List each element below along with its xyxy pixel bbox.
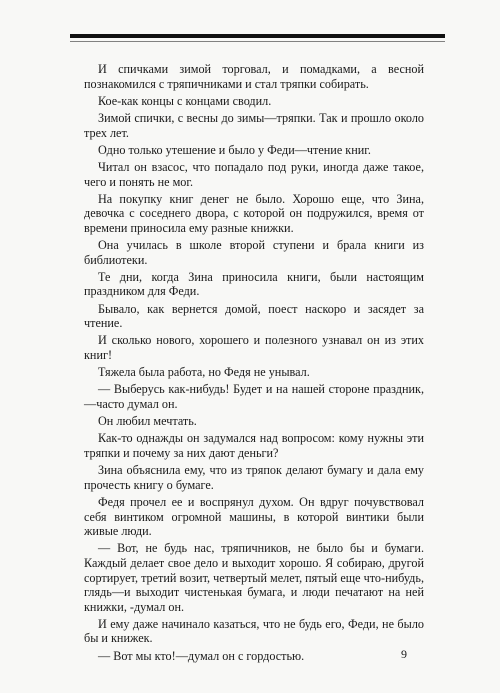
page-number: 9: [401, 647, 407, 661]
paragraph: Те дни, когда Зина приносила книги, были настоящим праздником для Феди.: [84, 269, 424, 299]
paragraph: Кое-как концы с концами сводил.: [98, 93, 272, 108]
header-rule-thin: [70, 41, 445, 42]
paragraph: На покупку книг денег не было. Хорошо еще, что Зина, девочка с соседнего двора, с которой он подружился, время от времени приносила ему разные книжки.: [84, 191, 424, 235]
paragraph: Тяжела была работа, но Федя не унывал.: [98, 365, 310, 380]
paragraph: И сколько нового, хорошего и полезного узнавал он из этих книг!: [84, 333, 424, 363]
paragraph: Как-то однажды он задумался над вопросом: кому нужны эти тряпки и почему за них дают деньги?: [84, 431, 424, 460]
paragraph: И спичками зимой торговал, и помадками, а весной познакомился с тряпичниками и стал тряпки собирать.: [84, 62, 424, 91]
paragraph: И ему даже начинало казаться, что не будь его, Феди, не было бы и книжек.: [84, 616, 424, 646]
paragraph: — Выберусь как-нибудь! Будет и на нашей стороне праздник,—часто думал он.: [84, 382, 424, 411]
paragraph: Читал он взасос, что попадало под руки, иногда даже такое, чего и понять не мог.: [84, 159, 424, 189]
paragraph: — Вот мы кто!—думал он с гордостью.: [98, 648, 305, 663]
body-text: [84, 62, 424, 666]
paragraph: Федя прочел ее и воспрянул духом. Он вдруг почувствовал себя винтиком огромной машины, в которой винтики были живые люди.: [84, 494, 424, 539]
paragraph: Он любил мечтать.: [98, 414, 197, 429]
paragraph: Она училась в школе второй ступени и брала книги из библиотеки.: [84, 238, 424, 267]
header-rule: [70, 34, 445, 38]
paragraph: Зимой спички, с весны до зимы—тряпки. Так и прошло около трех лет.: [84, 110, 424, 140]
paragraph: — Вот, не будь нас, тряпичников, не было бы и бумаги. Каждый делает свое дело и выходит хорошо. Я собираю, другой сортирует, третий возит, четвертый мелет, пятый еще что-нибудь, глядь—и выходит чистенькая бумага, и люди печатают на ней книжки, -думал он.: [84, 541, 424, 614]
paragraph: Зина объяснила ему, что из тряпок делают бумагу и дала ему прочесть книгу о бумаге.: [84, 463, 424, 492]
paragraph: Одно только утешение и было у Феди—чтение книг.: [98, 142, 371, 157]
paragraph: Бывало, как вернется домой, поест наскоро и засядет за чтение.: [84, 301, 424, 331]
